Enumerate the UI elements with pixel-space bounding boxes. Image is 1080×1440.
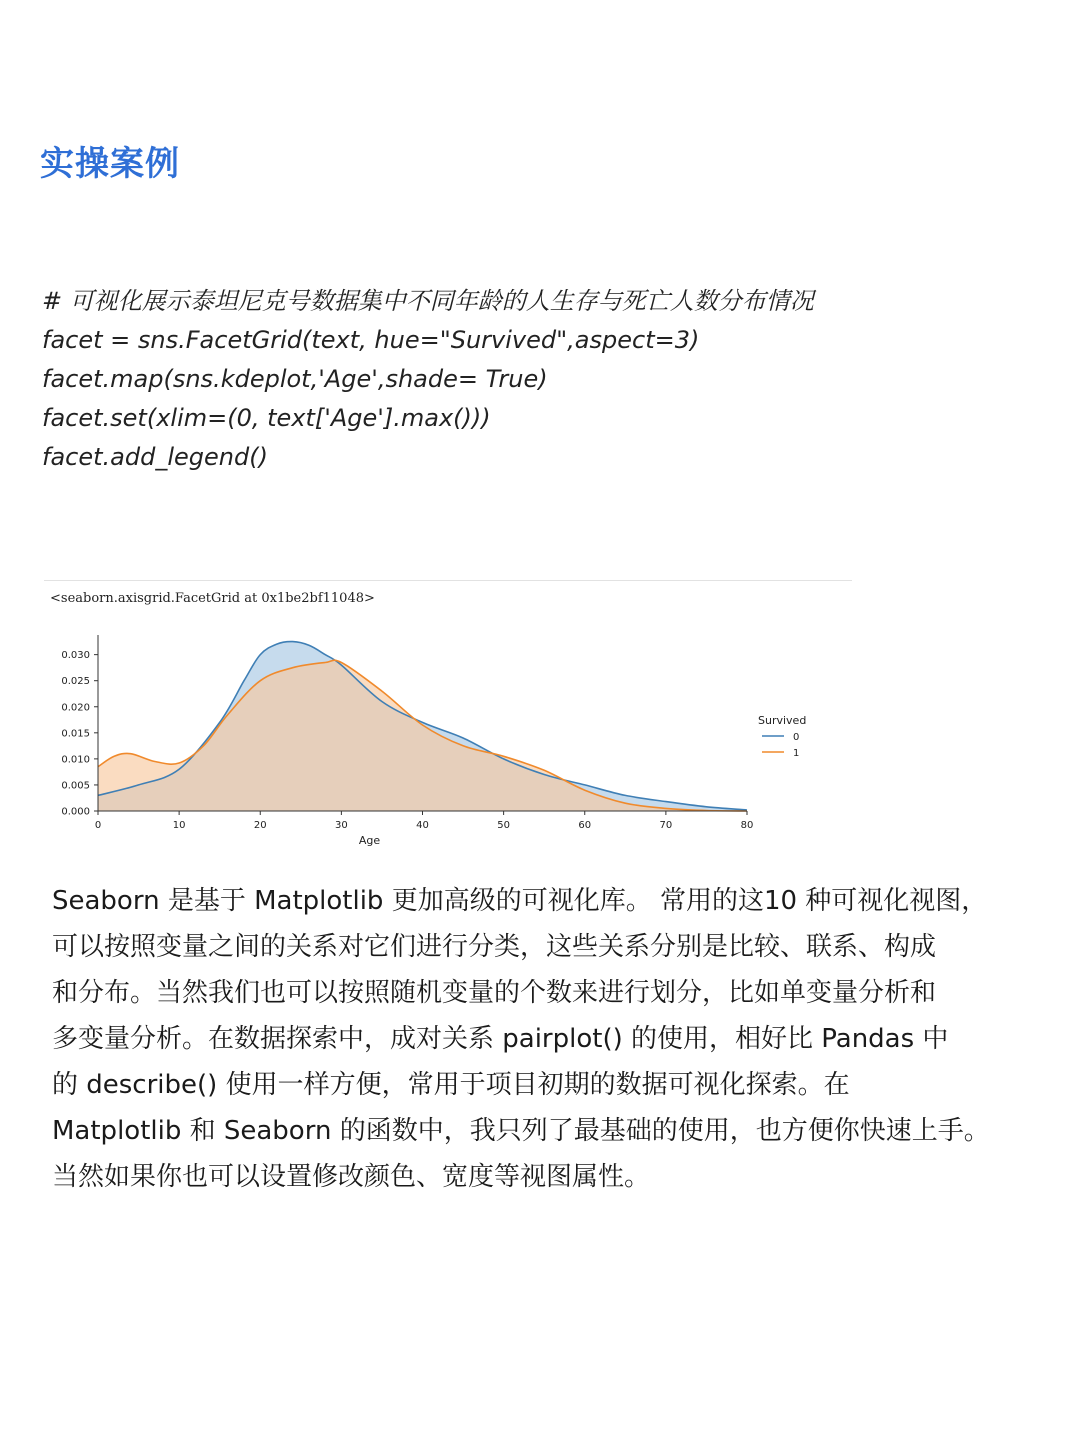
x-tick-label: 70 xyxy=(659,820,673,831)
x-tick-label: 30 xyxy=(335,820,348,831)
x-tick-label: 10 xyxy=(172,820,186,831)
x-tick-label: 50 xyxy=(497,820,510,831)
description-paragraph xyxy=(52,878,1076,1200)
x-tick-label: 40 xyxy=(416,820,429,831)
code-block xyxy=(42,282,1042,477)
code-comment-line: # 可视化展示泰坦尼克号数据集中不同年龄的人生存与死亡人数分布情况 xyxy=(42,287,814,315)
paragraph-line: Matplotlib 和 Seaborn 的函数中，我只列了最基础的使用，也方便你快速上手。 xyxy=(52,1116,990,1146)
paragraph-line: 的 describe() 使用一样方便，常用于项目初期的数据可视化探索。在 xyxy=(52,1070,850,1100)
paragraph-line: Seaborn 是基于 Matplotlib 更加高级的可视化库。 常用的这10 种可视化视图， xyxy=(52,886,988,916)
kde-chart xyxy=(44,581,852,851)
y-tick-label: 0.010 xyxy=(61,754,90,766)
legend-entry-0: 0 xyxy=(793,732,800,743)
paragraph-line: 当然如果你也可以设置修改颜色、宽度等视图属性。 xyxy=(52,1162,651,1192)
paragraph-line: 可以按照变量之间的关系对它们进行分类，这些关系分别是比较、联系、构成 xyxy=(52,932,937,962)
y-tick-label: 0.005 xyxy=(61,780,90,792)
series-1-area xyxy=(98,660,747,811)
paragraph-line: 和分布。当然我们也可以按照随机变量的个数来进行划分，比如单变量分析和 xyxy=(52,978,937,1008)
y-tick-label: 0.020 xyxy=(61,702,90,714)
legend-title: Survived xyxy=(758,714,807,727)
x-tick-label: 0 xyxy=(94,820,102,831)
code-line-map: facet.map(sns.kdeplot,'Age',shade= True) xyxy=(42,365,548,393)
notebook-output xyxy=(44,580,852,851)
y-tick-label: 0.015 xyxy=(61,728,90,740)
x-axis-label: Age xyxy=(358,834,381,847)
x-tick-label: 20 xyxy=(253,820,267,831)
x-tick-label: 60 xyxy=(578,820,592,831)
y-tick-label: 0.030 xyxy=(61,650,90,662)
y-tick-label: 0.000 xyxy=(61,806,90,818)
code-line-add-legend: facet.add_legend() xyxy=(42,443,268,471)
y-tick-label: 0.025 xyxy=(61,676,90,688)
legend-entry-1: 1 xyxy=(793,748,800,759)
x-tick-label: 80 xyxy=(740,820,754,831)
section-heading: 实操案例 xyxy=(40,144,180,184)
paragraph-line: 多变量分析。在数据探索中，成对关系 pairplot() 的使用，相好比 Pandas 中 xyxy=(52,1024,949,1054)
code-line-facetgrid: facet = sns.FacetGrid(text, hue="Survived",aspect=3) xyxy=(42,326,700,354)
code-line-set: facet.set(xlim=(0, text['Age'].max())) xyxy=(42,404,491,432)
output-repr-text: <seaborn.axisgrid.FacetGrid at 0x1be2bf11048> xyxy=(50,591,375,606)
